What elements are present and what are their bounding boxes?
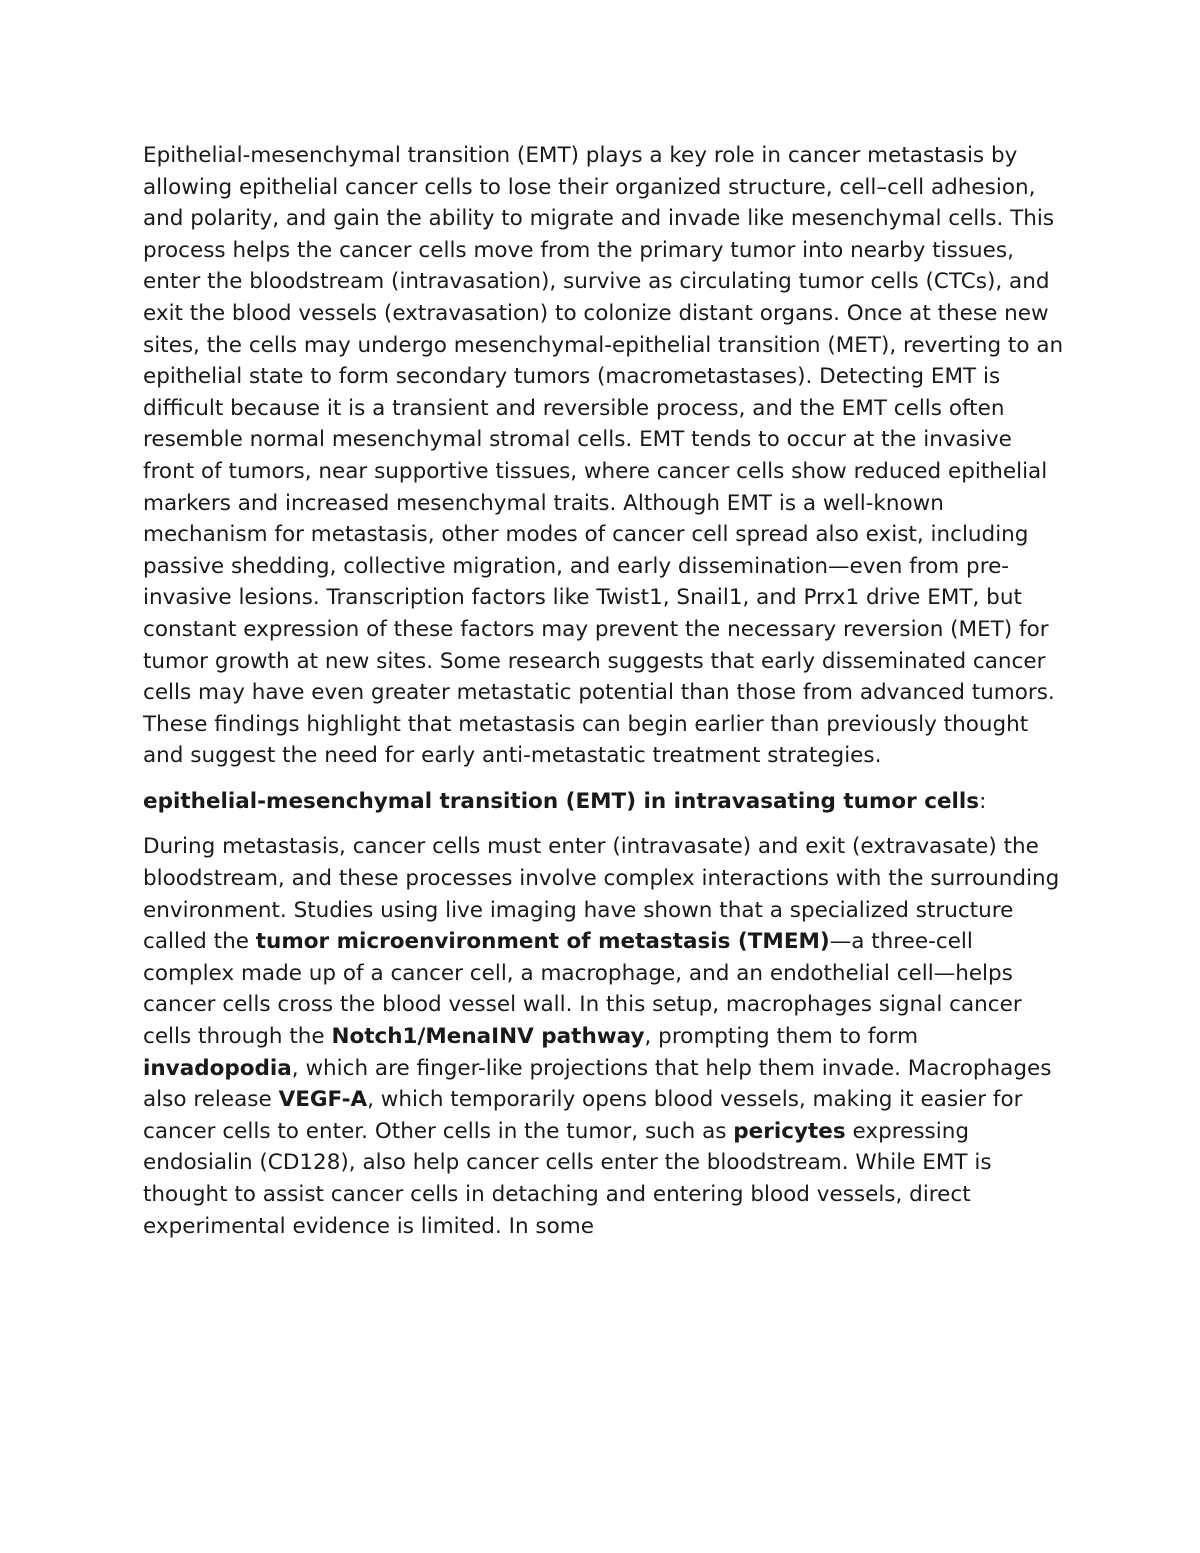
text-segment: , which are finger-like projections that help them invade. Macrophages also release: [143, 1055, 1052, 1113]
text-segment: , which temporarily opens blood vessels, making it easier for cancer cells to enter. Other cells in the tumor, such as: [143, 1087, 1023, 1144]
text-segment: During metastasis, cancer cells must enter (intravasate) and exit (extravasate) the bloodstream, and these processes involve complex interactions with the surrounding environment. Studies using live imaging have shown that a specialized structure called the: [143, 834, 1060, 955]
text-segment: expressing endosialin (CD128), also help cancer cells enter the bloodstream. While EMT is thought to assist cancer cells in detaching and entering blood vessels, direct experimental evidence is limited. In some: [143, 1118, 992, 1239]
bold-term-vegf-a: VEGF-A: [278, 1087, 368, 1113]
bold-term-invadopodia: invadopodia: [143, 1055, 292, 1081]
paragraph-emt-overview: Epithelial-mesenchymal transition (EMT) plays a key role in cancer metastasis by allowing epithelial cancer cells to lose their organized structure, cell–cell adhesion, and polarity, and gain the ability to migrate and invade like mesenchymal cells. This process helps the cancer cells move from the primary tumor into nearby tissues, enter the bloodstream (intravasation), survive as circulating tumor cells (CTCs), and exit the blood vessels (extravasation) to colonize distant organs. Once at these new sites, the cells may undergo mesenchymal-epithelial transition (MET), reverting to an epithelial state to form secondary tumors (macrometastases). Detecting EMT is difficult because it is a transient and reversible process, and the EMT cells often resemble normal mesenchymal stromal cells. EMT tends to occur at the invasive front of tumors, near supportive tissues, where cancer cells show reduced epithelial markers and increased mesenchymal traits. Although EMT is a well-known mechanism for metastasis, other modes of cancer cell spread also exist, including passive shedding, collective migration, and early dissemination—even from pre-invasive lesions. Transcription factors like Twist1, Snail1, and Prrx1 drive EMT, but constant expression of these factors may prevent the necessary reversion (MET) for tumor growth at new sites. Some research suggests that early disseminated cancer cells may have even greater metastatic potential than those from advanced tumors. These findings highlight that metastasis can begin earlier than previously thought and suggest the need for early anti-metastatic treatment strategies.: [143, 143, 1064, 769]
paragraph-intravasation: [143, 831, 1068, 1242]
bold-term-tmem: tumor microenvironment of metastasis (TMEM): [255, 929, 830, 955]
section-heading-text: epithelial-mesenchymal transition (EMT) in intravasating tumor cells: [143, 788, 980, 814]
text-segment: —a three-cell complex made up of a cancer cell, a macrophage, and an endothelial cell—helps cancer cells cross the blood vessel wall. In this setup, macrophages signal cancer cells through the: [143, 929, 1022, 1050]
document-body: [143, 140, 1068, 1242]
section-heading: [143, 786, 1068, 818]
text-segment: , prompting them to form: [644, 1024, 919, 1050]
bold-term-notch1-pathway: Notch1/MenaINV pathway: [331, 1024, 645, 1050]
section-heading-colon: :: [979, 788, 987, 814]
bold-term-pericytes: pericytes: [733, 1118, 846, 1144]
